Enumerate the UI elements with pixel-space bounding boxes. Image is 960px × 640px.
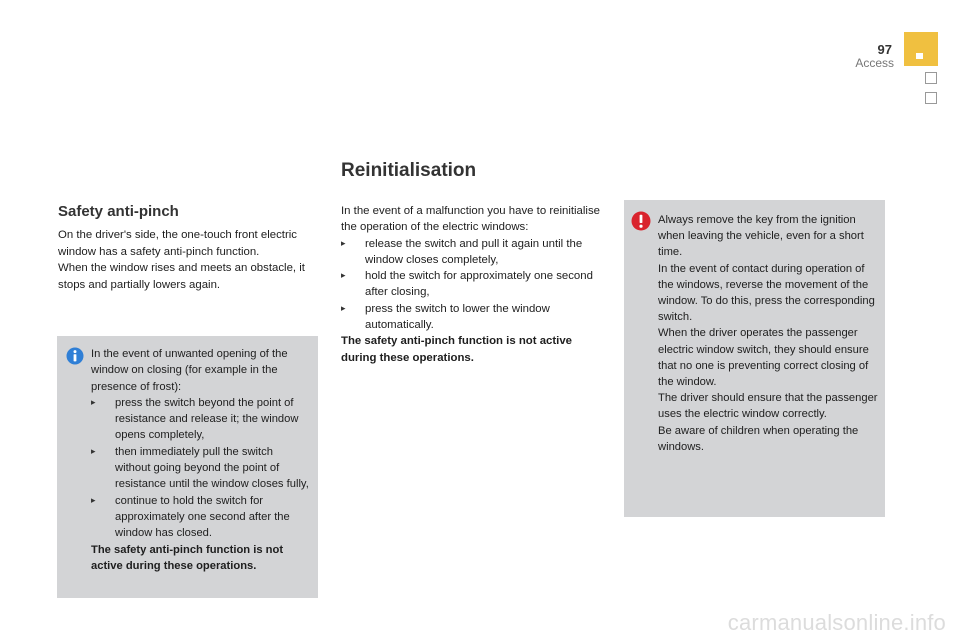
step-text: release the switch and pull it again until the window closes completely, xyxy=(365,237,583,266)
page-number: 97 xyxy=(877,42,892,57)
list-item xyxy=(341,301,603,334)
list-item xyxy=(91,444,311,493)
reinit-intro: In the event of a malfunction you have to reinitialise the operation of the electric windows: xyxy=(341,205,600,234)
warning-line: Be aware of children when operating the windows. xyxy=(658,424,859,453)
warning-box-text xyxy=(658,212,880,455)
reinit-text xyxy=(341,203,603,366)
reinit-steps xyxy=(341,236,603,334)
info-icon xyxy=(66,347,84,365)
section-tab-active[interactable] xyxy=(904,32,938,66)
safety-title: Safety anti-pinch xyxy=(58,203,179,220)
bullet-icon: ▸ xyxy=(341,238,346,249)
warning-box xyxy=(624,200,885,517)
step-text: hold the switch for approximately one second after closing, xyxy=(365,270,593,299)
warning-line: In the event of contact during operation of the windows, reverse the movement of the window. To do this, press the corresponding switch. xyxy=(658,262,875,324)
step-text: then immediately pull the switch without going beyond the point of resistance until the window closes fully, xyxy=(115,445,309,491)
reinit-note: The safety anti-pinch function is not active during these operations. xyxy=(341,335,573,364)
bullet-icon: ▸ xyxy=(341,271,346,282)
info-steps xyxy=(91,395,311,542)
info-intro: In the event of unwanted opening of the window on closing (for example in the presence of frost): xyxy=(91,348,288,393)
step-text: press the switch to lower the window automatically. xyxy=(365,302,550,332)
watermark: carmanualsonline.info xyxy=(727,610,946,635)
section-tab-empty[interactable] xyxy=(925,72,937,84)
bullet-icon: ▸ xyxy=(91,495,96,506)
list-item xyxy=(91,395,311,444)
tab-marker-icon xyxy=(916,53,923,59)
section-label: Access xyxy=(855,56,894,70)
reinit-title: Reinitialisation xyxy=(341,160,477,181)
warning-line: The driver should ensure that the passenger uses the electric window correctly. xyxy=(658,392,878,421)
safety-text xyxy=(58,227,320,293)
list-item xyxy=(91,493,311,542)
bullet-icon: ▸ xyxy=(341,303,346,314)
safety-paragraph: When the window rises and meets an obstacle, it stops and partially lowers again. xyxy=(58,262,305,291)
safety-paragraph: On the driver's side, the one-touch front electric window has a safety anti-pinch function. xyxy=(58,229,297,258)
list-item xyxy=(341,236,603,269)
section-tab-empty[interactable] xyxy=(925,92,937,104)
warning-icon xyxy=(631,211,651,231)
warning-line: Always remove the key from the ignition when leaving the vehicle, even for a short time. xyxy=(658,214,864,259)
step-text: continue to hold the switch for approximately one second after the window has closed. xyxy=(115,494,290,540)
bullet-icon: ▸ xyxy=(91,446,96,457)
step-text: press the switch beyond the point of resistance and release it; the window opens completely, xyxy=(115,396,299,442)
list-item xyxy=(341,268,603,301)
info-note: The safety anti-pinch function is not active during these operations. xyxy=(91,543,284,572)
info-box xyxy=(57,336,318,598)
warning-line: When the driver operates the passenger electric window switch, they should ensure that no one is preventing correct closing of the window. xyxy=(658,327,869,389)
bullet-icon: ▸ xyxy=(91,397,96,408)
info-box-text xyxy=(91,346,311,574)
